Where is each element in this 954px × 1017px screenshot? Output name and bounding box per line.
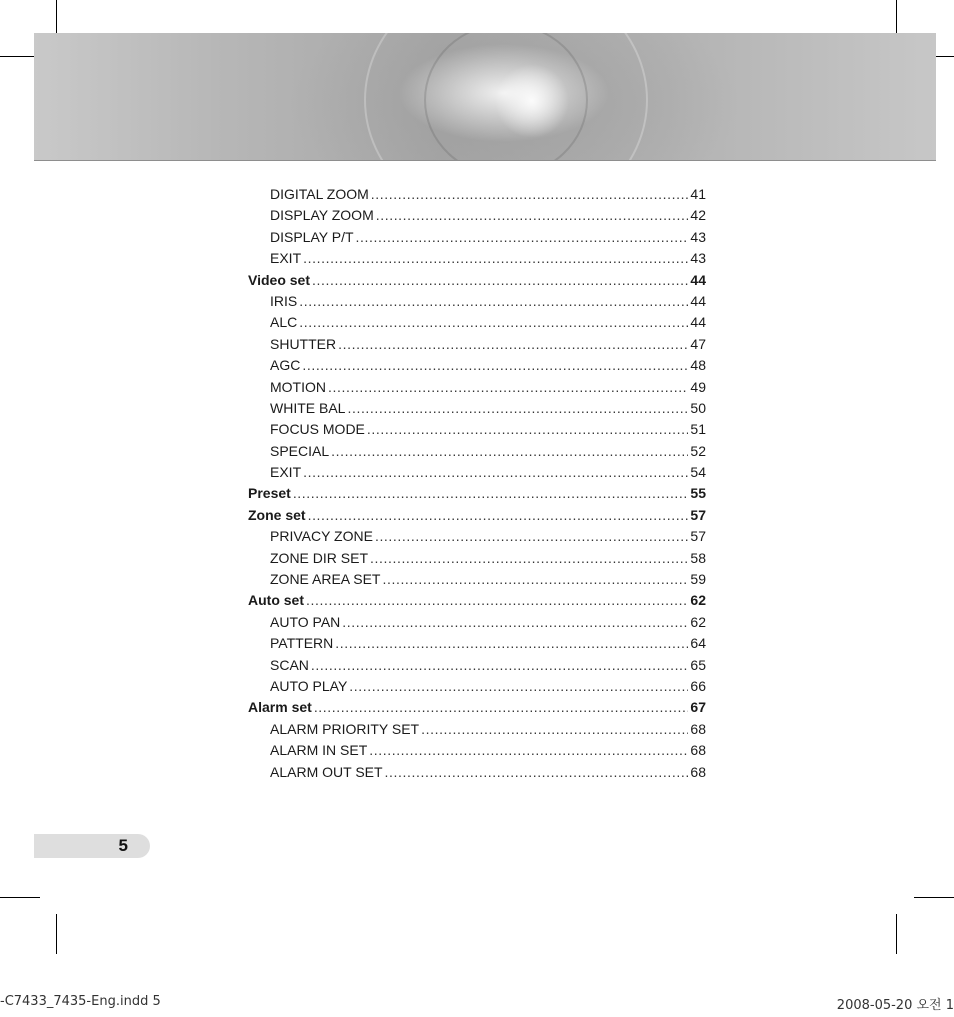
toc-leader-dots <box>356 227 689 248</box>
table-of-contents <box>248 184 706 783</box>
toc-leader-dots <box>308 505 689 526</box>
toc-page-number: 52 <box>690 442 706 459</box>
toc-leader-dots <box>311 655 689 676</box>
toc-entry[interactable] <box>248 334 706 355</box>
toc-entry[interactable] <box>248 205 706 226</box>
toc-entry[interactable] <box>248 762 706 783</box>
toc-leader-dots <box>342 612 688 633</box>
toc-label: AGC <box>270 357 301 374</box>
lens-ring <box>424 33 588 161</box>
toc-section[interactable] <box>248 697 706 718</box>
toc-entry[interactable] <box>248 462 706 483</box>
toc-label: Video set <box>248 271 310 288</box>
toc-leader-dots <box>293 483 689 504</box>
toc-leader-dots <box>369 740 688 761</box>
footer-slug-right: 2008-05-20 오전 1 <box>836 998 954 1013</box>
toc-page-number: 49 <box>690 378 706 395</box>
toc-entry[interactable] <box>248 526 706 547</box>
toc-entry[interactable] <box>248 612 706 633</box>
toc-page-number: 48 <box>690 357 706 374</box>
toc-leader-dots <box>375 526 688 547</box>
page-number-tab <box>34 834 150 858</box>
toc-page-number: 64 <box>690 635 706 652</box>
toc-leader-dots <box>376 205 689 226</box>
toc-leader-dots <box>312 270 688 291</box>
toc-leader-dots <box>338 334 688 355</box>
toc-section[interactable] <box>248 590 706 611</box>
toc-entry[interactable] <box>248 548 706 569</box>
toc-leader-dots <box>299 312 688 333</box>
toc-label: Alarm set <box>248 699 312 716</box>
toc-page-number: 54 <box>690 464 706 481</box>
toc-leader-dots <box>385 762 689 783</box>
toc-entry[interactable] <box>248 676 706 697</box>
toc-label: PRIVACY ZONE <box>270 528 373 545</box>
toc-page-number: 68 <box>690 763 706 780</box>
page-number: 5 <box>118 836 128 855</box>
toc-page-number: 68 <box>690 742 706 759</box>
toc-entry[interactable] <box>248 184 706 205</box>
toc-entry[interactable] <box>248 227 706 248</box>
crop-mark <box>56 914 57 954</box>
toc-label: SPECIAL <box>270 442 330 459</box>
toc-label: SHUTTER <box>270 335 337 352</box>
toc-leader-dots <box>370 548 688 569</box>
crop-mark <box>896 914 897 954</box>
toc-entry[interactable] <box>248 291 706 312</box>
toc-label: IRIS <box>270 292 298 309</box>
toc-entry[interactable] <box>248 719 706 740</box>
toc-label: EXIT <box>270 464 302 481</box>
toc-entry[interactable] <box>248 740 706 761</box>
toc-label: ZONE AREA SET <box>270 571 381 588</box>
toc-label: AUTO PLAY <box>270 677 348 694</box>
toc-leader-dots <box>367 419 689 440</box>
toc-leader-dots <box>328 377 688 398</box>
toc-leader-dots <box>349 676 688 697</box>
toc-entry[interactable] <box>248 355 706 376</box>
toc-label: FOCUS MODE <box>270 421 365 438</box>
toc-page-number: 42 <box>690 207 706 224</box>
toc-leader-dots <box>371 184 689 205</box>
toc-page-number: 65 <box>690 656 706 673</box>
toc-page-number: 66 <box>690 677 706 694</box>
toc-page-number: 41 <box>690 186 706 202</box>
toc-page-number: 50 <box>690 399 706 416</box>
toc-entry[interactable] <box>248 312 706 333</box>
toc-label: DIGITAL ZOOM <box>270 186 369 202</box>
toc-page-number: 68 <box>690 720 706 737</box>
toc-page-number: 58 <box>690 549 706 566</box>
toc-label: AUTO PAN <box>270 613 341 630</box>
toc-section[interactable] <box>248 270 706 291</box>
toc-page-number: 44 <box>690 271 706 288</box>
toc-entry[interactable] <box>248 569 706 590</box>
toc-page-number: 43 <box>690 228 706 245</box>
toc-label: Auto set <box>248 592 304 609</box>
header-banner-image <box>34 33 936 161</box>
toc-label: PATTERN <box>270 635 334 652</box>
toc-page-number: 67 <box>690 699 706 716</box>
toc-label: EXIT <box>270 250 302 267</box>
toc-label: ALARM OUT SET <box>270 763 383 780</box>
toc-label: MOTION <box>270 378 326 395</box>
toc-leader-dots <box>306 590 688 611</box>
toc-entry[interactable] <box>248 441 706 462</box>
toc-label: Zone set <box>248 506 306 523</box>
toc-page-number: 57 <box>690 506 706 523</box>
toc-label: DISPLAY ZOOM <box>270 207 374 224</box>
toc-page-number: 59 <box>690 571 706 588</box>
toc-label: DISPLAY P/T <box>270 228 354 245</box>
toc-leader-dots <box>382 569 688 590</box>
crop-mark <box>0 897 40 898</box>
toc-leader-dots <box>302 355 688 376</box>
toc-section[interactable] <box>248 483 706 504</box>
toc-entry[interactable] <box>248 655 706 676</box>
toc-section[interactable] <box>248 505 706 526</box>
toc-entry[interactable] <box>248 248 706 269</box>
toc-leader-dots <box>303 462 688 483</box>
toc-label: WHITE BAL <box>270 399 346 416</box>
toc-leader-dots <box>335 633 688 654</box>
toc-page-number: 51 <box>690 421 706 438</box>
toc-page-number: 57 <box>690 528 706 545</box>
toc-leader-dots <box>314 697 689 718</box>
toc-entry[interactable] <box>248 398 706 419</box>
toc-label: Preset <box>248 485 291 502</box>
toc-label: SCAN <box>270 656 309 673</box>
crop-mark <box>914 897 954 898</box>
toc-page-number: 43 <box>690 250 706 267</box>
toc-page-number: 62 <box>690 613 706 630</box>
toc-page-number: 62 <box>690 592 706 609</box>
toc-page-number: 55 <box>690 485 706 502</box>
toc-entry[interactable] <box>248 633 706 654</box>
footer-slug-left: -C7433_7435-Eng.indd 5 <box>0 994 161 1009</box>
toc-entry[interactable] <box>248 419 706 440</box>
toc-label: ZONE DIR SET <box>270 549 369 566</box>
toc-label: ALARM IN SET <box>270 742 368 759</box>
toc-leader-dots <box>331 441 688 462</box>
toc-page-number: 44 <box>690 292 706 309</box>
toc-label: ALARM PRIORITY SET <box>270 720 420 737</box>
toc-page-number: 44 <box>690 314 706 331</box>
toc-label: ALC <box>270 314 298 331</box>
toc-leader-dots <box>299 291 688 312</box>
toc-page-number: 47 <box>690 335 706 352</box>
toc-leader-dots <box>347 398 688 419</box>
toc-leader-dots <box>421 719 688 740</box>
toc-leader-dots <box>303 248 688 269</box>
toc-entry[interactable] <box>248 377 706 398</box>
